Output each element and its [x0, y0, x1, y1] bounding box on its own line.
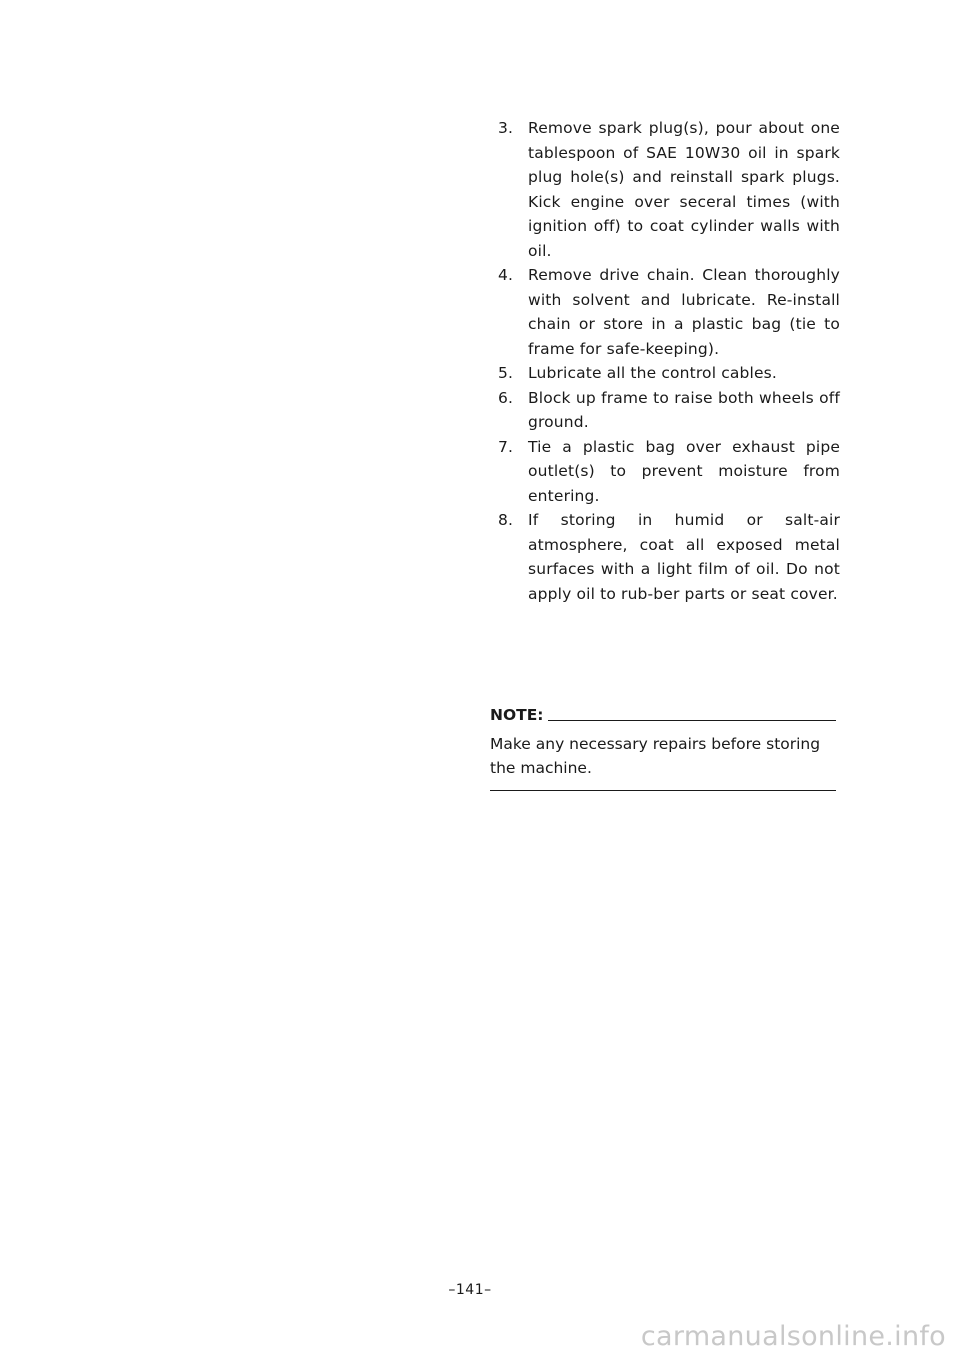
- step-text: Remove drive chain. Clean thoroughly with solvent and lubricate. Re-install chain or store in a plastic bag (tie to frame for safe-keeping).: [528, 266, 840, 358]
- storage-steps-list: [490, 116, 840, 606]
- step-number: 7.: [498, 437, 514, 456]
- note-bottom-rule: [490, 790, 836, 791]
- step-number: 8.: [498, 511, 514, 529]
- step-number: 6.: [498, 388, 514, 407]
- note-text: Make any necessary repairs before storing the machine.: [490, 735, 821, 777]
- step-number: 3.: [498, 119, 514, 137]
- note-label: NOTE:: [490, 706, 544, 724]
- watermark-text: carmanualsonline.info: [640, 1321, 946, 1352]
- step-text: Block up frame to raise both wheels off ground.: [528, 388, 840, 431]
- step-text: Remove spark plug(s), pour about one tablespoon of SAE 10W30 oil in spark plug hole(s) and reinstall spark plugs. Kick engine over seceral times (with ignition off) to coat cylinder walls with oil.: [528, 119, 840, 260]
- step-number: 4.: [498, 266, 514, 284]
- step-item: [490, 508, 840, 606]
- step-text: If storing in humid or salt-air atmosphere, coat all exposed metal surfaces with a light film of oil. Do not apply oil to rub-ber parts or seat cover.: [528, 511, 840, 603]
- step-number: 5.: [498, 364, 514, 382]
- step-item: [490, 386, 840, 435]
- step-text: Lubricate all the control cables.: [528, 364, 777, 382]
- step-text: Tie a plastic bag over exhaust pipe outlet(s) to prevent moisture from entering.: [528, 437, 840, 505]
- note-header-rule: [548, 720, 836, 721]
- step-item: [490, 361, 840, 386]
- note-box: [490, 704, 836, 791]
- step-item: [490, 435, 840, 509]
- page-number: –141–: [448, 1282, 492, 1298]
- step-item: [490, 263, 840, 361]
- step-item: [490, 116, 840, 263]
- note-header: [490, 704, 836, 726]
